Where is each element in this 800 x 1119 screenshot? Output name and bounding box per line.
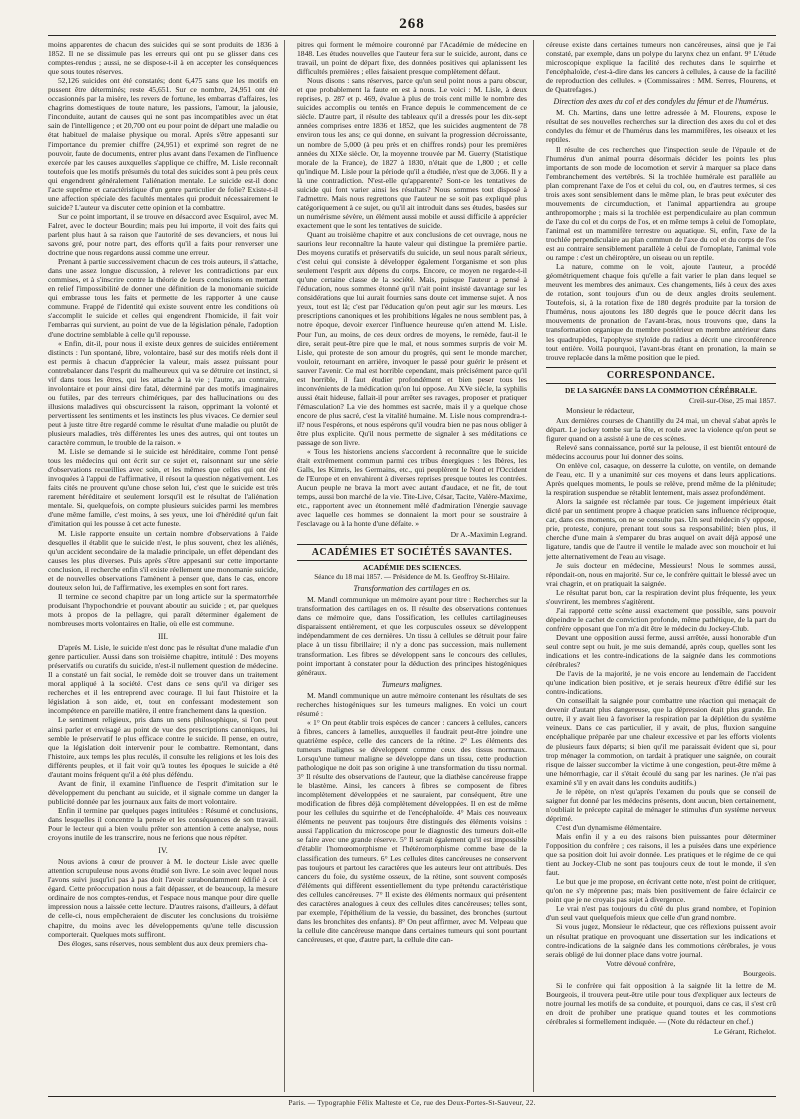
section-heading-academies: ACADÉMIES ET SOCIÉTÉS SAVANTES. [297,544,527,561]
letter-signature: Bourgeois. [743,968,776,978]
paragraph: pitres qui forment le mémoire couronné par l'Académie de médecine en 1848. Les études nouvelles que l'auteur fera sur le suicide, auront, dans ce travail, un point de départ fixe, des données positives qui aplanissent les difficultés premières ; elles faisaient presque complètement défaut. [297,40,527,77]
salutation: Monsieur le rédacteur, [566,405,635,415]
session-line: Séance du 18 mai 1857. — Présidence de M. Is. Geoffroy St-Hilaire. [314,572,510,581]
paragraph: Enfin il termine par quelques pages intitulées : Résumé et conclusions, dans lesquelles il concentre la pensée et les conséquences de son travail. Pour le lecteur qui a bien voulu prêter son attention à cette analyse, nous croyons inutile de les transcrire, nous ne ferions que nous répéter. [48,805,278,843]
paragraph: M. Mandl communique un autre mémoire contenant les résultats de ses recherches histogéniques sur les tumeurs malignes. En voici un court résumé : [297,690,527,718]
paragraph: M. Mandl communique un mémoire ayant pour titre : Recherches sur la transformation des cartilages en os. Il résulte des observations contenues dans ce mémoire que, dans l'ossification, les cellules cartilagineuses disparaissent entièrement, et que les corpuscules osseux se développent indépendamment de ces dernières. Un tissu à cellules se détruit pour faire place à un tissu fibrillaire; il n'y a donc pas succession, mais nullement transformation. Les fibres se développent sans le concours des cellules, point important à constater pour la déduction des principes histogéniques généraux. [297,595,527,677]
paragraph: M. Ch. Martins, dans une lettre adressée à M. Flourens, expose le résultat de ses nouvelles recherches sur la direction des axes du col et des condyles du fémur et de l'humérus dans les mammifères, les oiseaux et les reptiles. [546,108,776,145]
paragraph: Il termine ce second chapitre par un long article sur la spermatorrhée produisant l'hypochondrie et pouvant aboutir au suicide ; et, par quelques mots à propos de la pellagre, qui paraît déterminer également de nombreuses morts volontaires en Italie, où elle est commune. [48,591,278,628]
article-signature: Dr A.-Maximin Legrand. [450,529,527,539]
paragraph: Nous disons : sans réserves, parce qu'un seul point nous a paru obscur, et que probablement la faute en est à nous. Le voici : M. Lisle, à deux reprises, p. 287 et p. 469, évalue à plus de trois cent mille le nombre des suicides accomplis ou tentés en France depuis le commencement de ce siècle. D'autre part, il résulte des tableaux qu'il a dressés pour les dix-sept années comprises entre 1836 et 1852, que les suicides augmentent de 78 environ tous les ans; ce qui donne, en suivant la progression décroissante, un nombre de 5,000 (à peu près et en chiffres ronds) pour les premières années du XIXe siècle. Or, la moyenne trouvée par M. Guerry (Statistique morale de la France), de 1827 à 1830, n'était que de 1,800 ; et celle qu'indique M. Lisle pour la période qu'il a étudiée, n'est que de 3,066. Il y a là une contradiction. N'est-elle qu'apparente? Sont-ce les tentatives de suicide qui font varier ainsi les résultats? Nous sommes tout disposé à l'admettre. Mais nous regrettons que l'auteur ne se soit pas expliqué plus catégoriquement à ce sujet, ou qu'il ait introduit dans ses études, basées sur un numérisme sévère, un élément aussi mobile et aussi difficile à apprécier exactement que le sont les tentatives de suicide. [297,76,527,230]
paragraph: On enlève col, casaque, on desserre la culotte, on ventile, on demande de l'eau, etc. Il y a unanimité sur ces moyens et dans leurs applications. Après quelques moments, le pouls se relève, prend même de la plénitude; la respiration suspendue se rétablit lentement, mais assez profondément. [546,461,776,498]
column-3 [546,40,776,1092]
paragraph: Le résultat parut bon, car la respiration devint plus fréquente, les yeux s'ouvrirent, les membres s'agitèrent. [546,587,776,606]
paragraph: céreuse existe dans certaines tumeurs non cancéreuses, ainsi que je l'ai constaté, par exemple, dans un polype du larynx chez un enfant. 9° L'étude microscopique explique la facilité des rechutes dans le squirrhe et l'encéphaloïde, c'est-à-dire dans les cancers à cellules, à cause de la facilité de reproduction des cellules. » (Commissaires : MM. Serres, Flourens, et de Quatrefages.) [546,40,776,95]
paragraph: Sur ce point important, il se trouve en désaccord avec Esquirol, avec M. Falret, avec le docteur Bourdin; mais peu lui importe, il voit des faits qui parlent plus haut à sa raison que l'autorité de ses devanciers, et nous lui savons gré, pour notre part, des efforts qu'il a faits pour renverser une doctrine que nous regardons aussi comme une erreur. [48,211,278,258]
page-number: 268 [399,16,425,32]
academy-name: ACADÉMIE DES SCIENCES. [363,562,461,572]
paragraph: Si vous jugez, Monsieur le rédacteur, que ces réflexions puissent avoir un résultat pratique en provoquant une dissertation sur les indications et contre-indications de la saignée dans les commotions cérébrales, je vous serais obligé de lui donner place dans votre journal. [546,922,776,959]
paragraph: Prenant à partie successivement chacun de ces trois auteurs, il s'attache, dans une assez longue discussion, à relever les contradictions par eux commises, et à s'inscrire contre la théorie de leurs conclusions en mettant en relief l'impossibilité de donner une définition de la monomanie suicide qui embrasse tous les faits et permette de les rapporter à une cause commune. Frappé de l'identité qui existe souvent entre les conditions où s'accomplit le suicide et celles qui engendrent l'homicide, il fait voir l'embarras qui survient, au point de vue de la législation pénale, l'adoption d'une doctrine semblable à celle qu'il repousse. [48,257,278,339]
paragraph: J'ai rapporté cette scène aussi exactement que possible, sans pouvoir dépeindre le cachet de conviction profonde, même pathétique, de la part du confrère opposant que l'on m'a dit être le médecin du Jockey-Club. [546,605,776,633]
paragraph: Le but que je me propose, en écrivant cette note, n'est point de critiquer, qu'on ne s'y méprenne pas; mais bien positivement de faire éclaircir ce point que je ne croyais pas sujet à divergence. [546,877,776,905]
paragraph: Devant une opposition aussi ferme, aussi arrêtée, aussi honorable d'un seul contre sept ou huit, je me suis demandé, après coup, quelles sont les indications et les contre-indications de la saignée dans les commotions cérébrales? [546,632,776,670]
subheading: Transformation des cartilages en os. [353,584,471,594]
column-1 [48,40,285,1092]
paragraph: C'est d'un dynamisme élémentaire. [556,822,662,832]
paragraph: Je le répète, on n'est qu'après l'examen du pouls que se conseil de saigner fut donné par les médecins présents, dont aucun, bien certainement, n'oubliait le précepte capital de ménager le stimulus d'un système nerveux déprimé. [546,786,776,823]
gerant-signature: Le Gérant, Richelot. [714,1026,776,1036]
paragraph: Il résulte de ces recherches que l'inspection seule de l'épaule et de l'humérus d'un animal pourra désormais décider les points les plus importants de son mode de locomotion et servir à marquer sa place dans l'embranchement des vertébrés. Si la trochlée humérale est parallèle au plan comprenant l'axe de l'os et celui du col, ou, en d'autres termes, si ces trois axes sont sensiblement dans le même plan, le bras peut exécuter des mouvements de circumduction, et l'animal appartiendra au groupe anthropomorphe ; mais si la trochlée est perpendiculaire au plan commun de l'axe du col et du corps de l'os, et en même temps à celui de l'omoplate, l'animal est un mammifère terrestre ou aquatique. Si, enfin, l'axe de la trochlée perpendiculaire au plan commun de l'axe du col et du corps de l'os est au contraire sensiblement parallèle à celui de l'omoplate, l'animal vole ou rampe : c'est un chéiroptère, un oiseau ou un reptile. [546,144,776,263]
paragraph: Le vrai n'est pas toujours du côté du plus grand nombre, et l'opinion d'un seul vaut quelquefois mieux que celle d'un grand nombre. [546,904,776,923]
paragraph: La nature, comme on le voit, ajoute l'auteur, a procédé géométriquement chaque fois qu'elle a fait varier le plan dans lequel se meuvent les membres des animaux. Ces changements, liés à ceux des axes de rotation, sont toujours d'un ou de deux angles droits seulement. Toutefois, si, à la rotation fixe de 180 degrés produite par la torsion de l'humérus, nous ajoutons les 180 degrés que le pouce décrit dans les mouvements de pronation de l'avant-bras, nous trouvons que, dans la transformation organique du membre postérieur en membre antérieur dans les quadrupèdes, l'apophyse styloïde du radius a décrit une circonférence tout entière. Voilà pourquoi, l'avant-bras étant en pronation, la main se trouve replacée dans la même position que le pied. [546,262,776,362]
paragraph: M. Lisle se demande si le suicide est héréditaire, comme l'ont pensé tous les médecins qui ont écrit sur ce sujet et, raisonnant sur une série d'observations recueillies avec soin, et les mêmes que celles qui ont été invoquées à l'appui de l'affirmative, il résout la question négativement. Les faits cités ne prouvent qu'une chose selon lui, c'est que le suicide est très rarement héréditaire et seulement lorsqu'il est le résultat de l'aliénation mentale. Si, quelquefois, on compte plusieurs suicides parmi les membres d'une même famille, c'est moins, à ses yeux, une loi d'hérédité qu'un fait d'imitation qui les pousse à cet acte funeste. [48,447,278,529]
paragraph: M. Lisle rapporte ensuite un certain nombre d'observations à l'aide desquelles il établit que le suicide n'est, le plus souvent, chez les aliénés, qu'un accident secondaire de la maladie principale, un effet dépendant des causes les plus diverses. Puis après s'être appesanti sur cette importante conclusion, il recherche enfin s'il existe réellement une monomanie suicide, et de nouvelles observations l'amènent à penser que, dans le cas, encore douteux selon lui, de l'affirmative, les exemples en sont fort rares. [48,528,278,592]
footer-rule [48,1096,776,1097]
correspondance-subheading: DE LA SAIGNÉE DANS LA COMMOTION CÉRÉBRALE. [565,385,757,395]
paragraph: Relevé sans connaissance, porté sur la pelouse, il est bientôt entouré de médecins accourus pour lui donner des soins. [546,442,776,462]
section-number: IV. [158,846,168,856]
subheading: Tumeurs malignes. [381,679,443,689]
paragraph: « 1° On peut établir trois espèces de cancer : cancers à cellules, cancers à fibres, cancers à lamelles, auxquelles il faudrait peut-être joindre une quatrième espèce, celle des cancers de la rétine. 2° Les éléments des tumeurs malignes se développent comme ceux des tissus normaux. Lorsqu'une tumeur maligne se développe dans un tissu, cette production pathologique ne doit pas son origine à une transformation du tissu normal. 3° Il résulte des observations de l'auteur, que la diathèse cancéreuse frappe le blastème. Ainsi, les cancers à fibres se composent de fibres incomplètement développées et ne sauraient, par conséquent, être une modification de fibres déjà complètement développées. Il en est de même pour les cellules du squirrhe et de l'encéphaloïde. 4° Mais ces nouveaux éléments ne peuvent pas toujours être distingués des éléments voisins : aussi l'application du microscope pour le diagnostic des tumeurs doit-elle se faire avec une grande réserve. 5° Il serait également qu'il est impossible d'établir l'homœomorphisme et l'hétéromorphisme comme base de la classification des tumeurs. 6° Les cellules dites cancéreuses ne conservent pas toujours et partout les caractères que les auteurs leur ont attribués. Des cancers du foie, du système osseux, de la rétine, sont souvent composés d'éléments qui diffèrent essentiellement du type prétendu caractéristique des cellules cancéreuses. 7° Il existe des éléments normaux qui présentent des caractères analogues à ceux des cellules dites cancéreuses; telles sont, par exemple, l'épithélium de la vessie, du bassinet, des bronches (surtout dans les bronchites des enfants). 8° On peut affirmer, avec M. Velpeau que la cellule dite cancéreuse manque dans certaines tumeurs qui sont pourtant cancéreuses, et que, d'autre part, la cellule dite can- [297,717,527,944]
paragraph: Nous avions à cœur de prouver à M. le docteur Lisle avec quelle attention scrupuleuse nous avons étudié son livre. Le soin avec lequel nous l'avons suivi jusqu'ici pas à pas doit l'avoir surabondamment édifié à cet égard. Cette préoccupation nous a fait dépasser, et de beaucoup, la mesure ordinaire de nos comptes-rendus, et l'espace nous manque pour dire quelle impression nous a laissée cette lecture. D'autres raisons, d'ailleurs, à défaut de celle-ci, nous empêcheraient de discuter les conclusions du troisième chapitre, du moins avec les développements qu'une telle discussion comporterait. Quelques mots suffiront. [48,857,278,939]
paragraph: De l'avis de la majorité, je ne vois encore au lendemain de l'accident qu'une indication bien positive, et je serais heureux d'être édifié sur les contre-indications. [546,669,776,697]
editor-note: Si le confrère qui fait opposition à la saignée lit la lettre de M. Bourgeois, il trouvera peut-être utile pour tous d'expliquer aux lecteurs de notre journal les motifs de sa conduite, et pourquoi, dans ce cas, il s'est crû en droit de prohiber une pratique quand toutes et les commotions cérébrales si formellement indiquée. — (Note du rédacteur en chef.) [546,980,776,1026]
paragraph: Aux dernières courses de Chantilly du 24 mai, un cheval s'abat après le départ. Le jockey tombe sur la tête, et roule avec la violence qu'on peut se figurer quand on a assisté à une de ces scènes. [546,415,776,443]
paragraph: « Tous les historiens anciens s'accordent à reconnaître que le suicide était extrêmement commun parmi ces tribus énergiques : les Ibères, les Galls, les Kimris, les Germains, etc., qui peuplèrent le Nord et l'Occident de l'Europe et en envahirent à diverses reprises presque toutes les contrées. Aucun peuple ne brava la mort avec autant d'audace, et ne fit, de tout temps, aussi bon marché de la vie. Tite-Live, César, Tacite, Valère-Maxime, etc., rapportent avec un étonnement mêlé d'admiration l'énergie sauvage avec laquelle ces hommes se donnaient la mort pour se soustraire à l'esclavage ou à la honte d'une défaite. » [297,447,528,529]
paragraph: Alors la saignée est réclamée par tous. Ce jugement impérieux était dicté par un sentiment propre à chaque praticien sans influence réciproque, car, dans ces moments, on ne se consulte pas. Un seul médecin s'y oppose, prie, proteste, conjure, prenant tout sous sa responsabilité; bien plus, il cherche d'une main à s'emparer du bras auquel on avait déjà apposé une ligature, tandis que de l'autre il ventile le malade avec son mouchoir et lui jette alternativement de l'eau au visage. [546,497,776,561]
newspaper-page [48,14,776,1110]
paragraph: Mais enfin il y a eu des raisons bien puissantes pour déterminer l'opposition du confrère ; ces raisons, il les a puisées dans une expérience que sa position doit lui avoir donnée. Les pratiques et le régime de ce qui tient au Jockey-Club ne sont pas toujours ceux de tout le monde, il s'en faut. [546,831,776,878]
subheading: Direction des axes du col et des condyles du fémur et de l'humérus. [553,97,769,107]
text-columns [48,40,776,1092]
printer-footer: Paris. — Typographie Félix Malteste et Ce, rue des Deux-Portes-St-Sauveur, 22. [288,1099,536,1107]
column-2 [297,40,534,1092]
paragraph: Avant de finir, il examine l'influence de l'esprit d'imitation sur le développement du penchant au suicide, et il signale comme un danger la publicité donnée par les journaux aux faits de mort volontaire. [48,778,278,806]
section-heading-correspondance: CORRESPONDANCE. [546,367,776,384]
paragraph: Quant au troisième chapitre et aux conclusions de cet ouvrage, nous ne saurions leur reconnaître la haute valeur qui distingue la première partie. Des moyens curatifs et préservatifs du suicide, un seul nous paraît sérieux, c'est celui qui consiste à développer également l'organisme et son plus seulement l'esprit aux dépens du corps. Encore, ce moyen ne regarde-t-il qu'une certaine classe de la société. Mais, puisque l'auteur a pensé à l'éducation, nous sommes étonné qu'il n'ait point insisté davantage sur les considérations que lui aurait fournies sans doute cet immense sujet. À nos yeux, tout est là; c'est par l'éducation qu'on peut agir sur les mœurs. Les prescriptions canoniques et les prohibitions légales ne nous semblent pas, à notre époque, devoir exercer l'influence heureuse qu'en attend M. Lisle. Pour l'un, au moins, de ces deux ordres de moyens, le remède, faut-il le dire, serait peut-être pire que le mal, et nous sommes surpris de voir M. Lisle, qui proteste de son amour du progrès, qui sent le monde marcher, vouloir, retournant en arrière, invoquer le passé pour guérir le présent et sauver l'avenir. Ce mal est horrible cependant, mais précisément parce qu'il est horrible, il faut étudier profondément et bien peser tous les inconvénients de la médication qu'on lui oppose. Au XVe siècle, la syphilis aussi était hideuse, fallait-il pour arrêter ses ravages, proposer et pratiquer l'émasculation? La vie des hommes est sacrée, mais il y a quelque chose encore de plus sacré, c'est la vitalité humaine. M. Lisle nous comprendra-t-il? nous l'espérons, et nous espérons qu'il voudra bien ne pas nous obliger à être plus explicite. Qu'il nous permette de signaler à ses méditations ce passage de son livre. [297,229,527,448]
paragraph: « Enfin, dit-il, pour nous il existe deux genres de suicides entièrement distincts : l'un spontané, libre, volontaire, basé sur des motifs réels dont il est permis à chacun d'apprécier la valeur, mais assez puissant pour contrebalancer dans l'esprit du malheureux qui va se détruire cet instinct, si vif dans tous les êtres, qui les attache à la vie ; l'autre, au contraire, involontaire et pour ainsi dire fatal, déterminé par des motifs imaginaires ou futiles, par des terreurs chimériques, par des hallucinations ou des illusions maladives qui obscurcissent la raison, opprimant la volonté et pervertissent les sentiments et les instincts les plus vivaces. Ce dernier seul peut à juste titre être regardé comme le résultat d'une maladie ou plutôt de plusieurs maladies, très différentes les unes des autres, qui ont toutes un caractère commun, le trouble de la raison. » [48,338,278,448]
header-rule [48,35,776,36]
paragraph: On conseillait la saignée pour combattre une réaction qui menaçait de devenir d'autant plus dangereuse, que la dépression était plus grande. En outre, il y avait lieu à favoriser la respiration par la déplétion du système veineux. Dans ce cas particulier, il y avait, de plus, fluxion sanguine encéphalique préparée par une chaleur excessive et par les efforts violents de plusieurs faux départs; si bien qu'il me paraissait évident que si, pour trop ménager la commotion, on tardait à pratiquer une saignée, on courait risque de laisser succomber la victime à une congestion, peut-être même à une hémorrhagie, car il s'était écoulé du sang par les narines. (Je n'ai pas examiné s'il y en avait dans les conduits auditifs.) [546,696,776,787]
closing: Votre dévoué confrère, [606,958,676,968]
paragraph: moins apparentes de chacun des suicides qui se sont produits de 1836 à 1852. Il ne se dissimule pas les erreurs qui ont pu se glisser dans ces comptes-rendus ; aussi, ne se dispose-t-il à en accepter les conséquences que sous toutes réserves. [48,40,278,77]
paragraph: Je suis docteur en médecine, Messieurs! Nous le sommes aussi, répondait-on, nous en majorité. Sur ce, le confrère quittait le blessé avec un vrai chagrin, et on pratiquait la saignée. [546,560,776,588]
paragraph: D'après M. Lisle, le suicide n'est donc pas le résultat d'une maladie d'un genre particulier. Aussi dans son troisième chapitre, intitulé : Des moyens préservatifs ou curatifs du suicide, n'est-il nullement question de médecine. Il a constaté un fait social, le remède doit se trouver dans un traitement moral appliqué à la société. C'est dans ce sens qu'il va diriger ses recherches et il les entreprend avec courage. Il lui faut l'histoire et la législation à son aide, et, tout en confessant modestement son incompétence en pareille matière, il entre franchement dans la question. [48,643,278,716]
paragraph: Le sentiment religieux, pris dans un sens philosophique, si l'on peut ainsi parler et envisagé au point de vue des prescriptions canoniques, lui semble le préservatif le plus efficace contre le suicide. Il pense, en outre, que la législation doit intervenir pour le combattre. Remontant, dans l'histoire, aux temps les plus reculés, il consulte les religions et les lois des différents peuples, et il fait voir qu'à toutes les époques le suicide a été d'autant moins fréquent qu'il a été plus déféndu. [48,715,278,779]
dateline: Creil-sur-Oise, 25 mai 1857. [689,395,776,405]
section-number: III. [158,632,168,642]
paragraph: 52,126 suicides ont été constatés; dont 6,475 sans que les motifs en pussent être déterminés; reste 45,651. Sur ce nombre, 24,951 ont été occasionnés par la misère, les revers de fortune, les embarras d'affaires, les chagrins domestiques de toute nature, les passions, l'amour, la jalousie, l'inconduite, autant de causes qui ne sont pas incompatibles avec un état sain de l'intelligence ; et 20,700 ont eu pour point de départ une maladie ou état habituel de malaise physique ou moral. Après s'être appesanti sur l'importance du premier chiffre (24,951) et exprimé son regret de ne pouvoir, faute de documents, entrer plus avant dans l'examen de l'influence exercée par les causes auxquelles s'applique ce chiffre, M. Lisle reconnaît toutefois que les motifs présumés du total des suicides sont à peu près ceux qui engendrent généralement l'aliénation mentale. Le suicide est-il donc l'acte suprême et caractéristique d'un genre particulier de folie? Existe-t-il une affection spéciale des facultés mentales qui produit nécessairement le suicide? L'auteur va discuter cette opinion et la combattre. [48,76,278,212]
paragraph: Des éloges, sans réserves, nous semblent dus aux deux premiers cha- [58,938,268,948]
